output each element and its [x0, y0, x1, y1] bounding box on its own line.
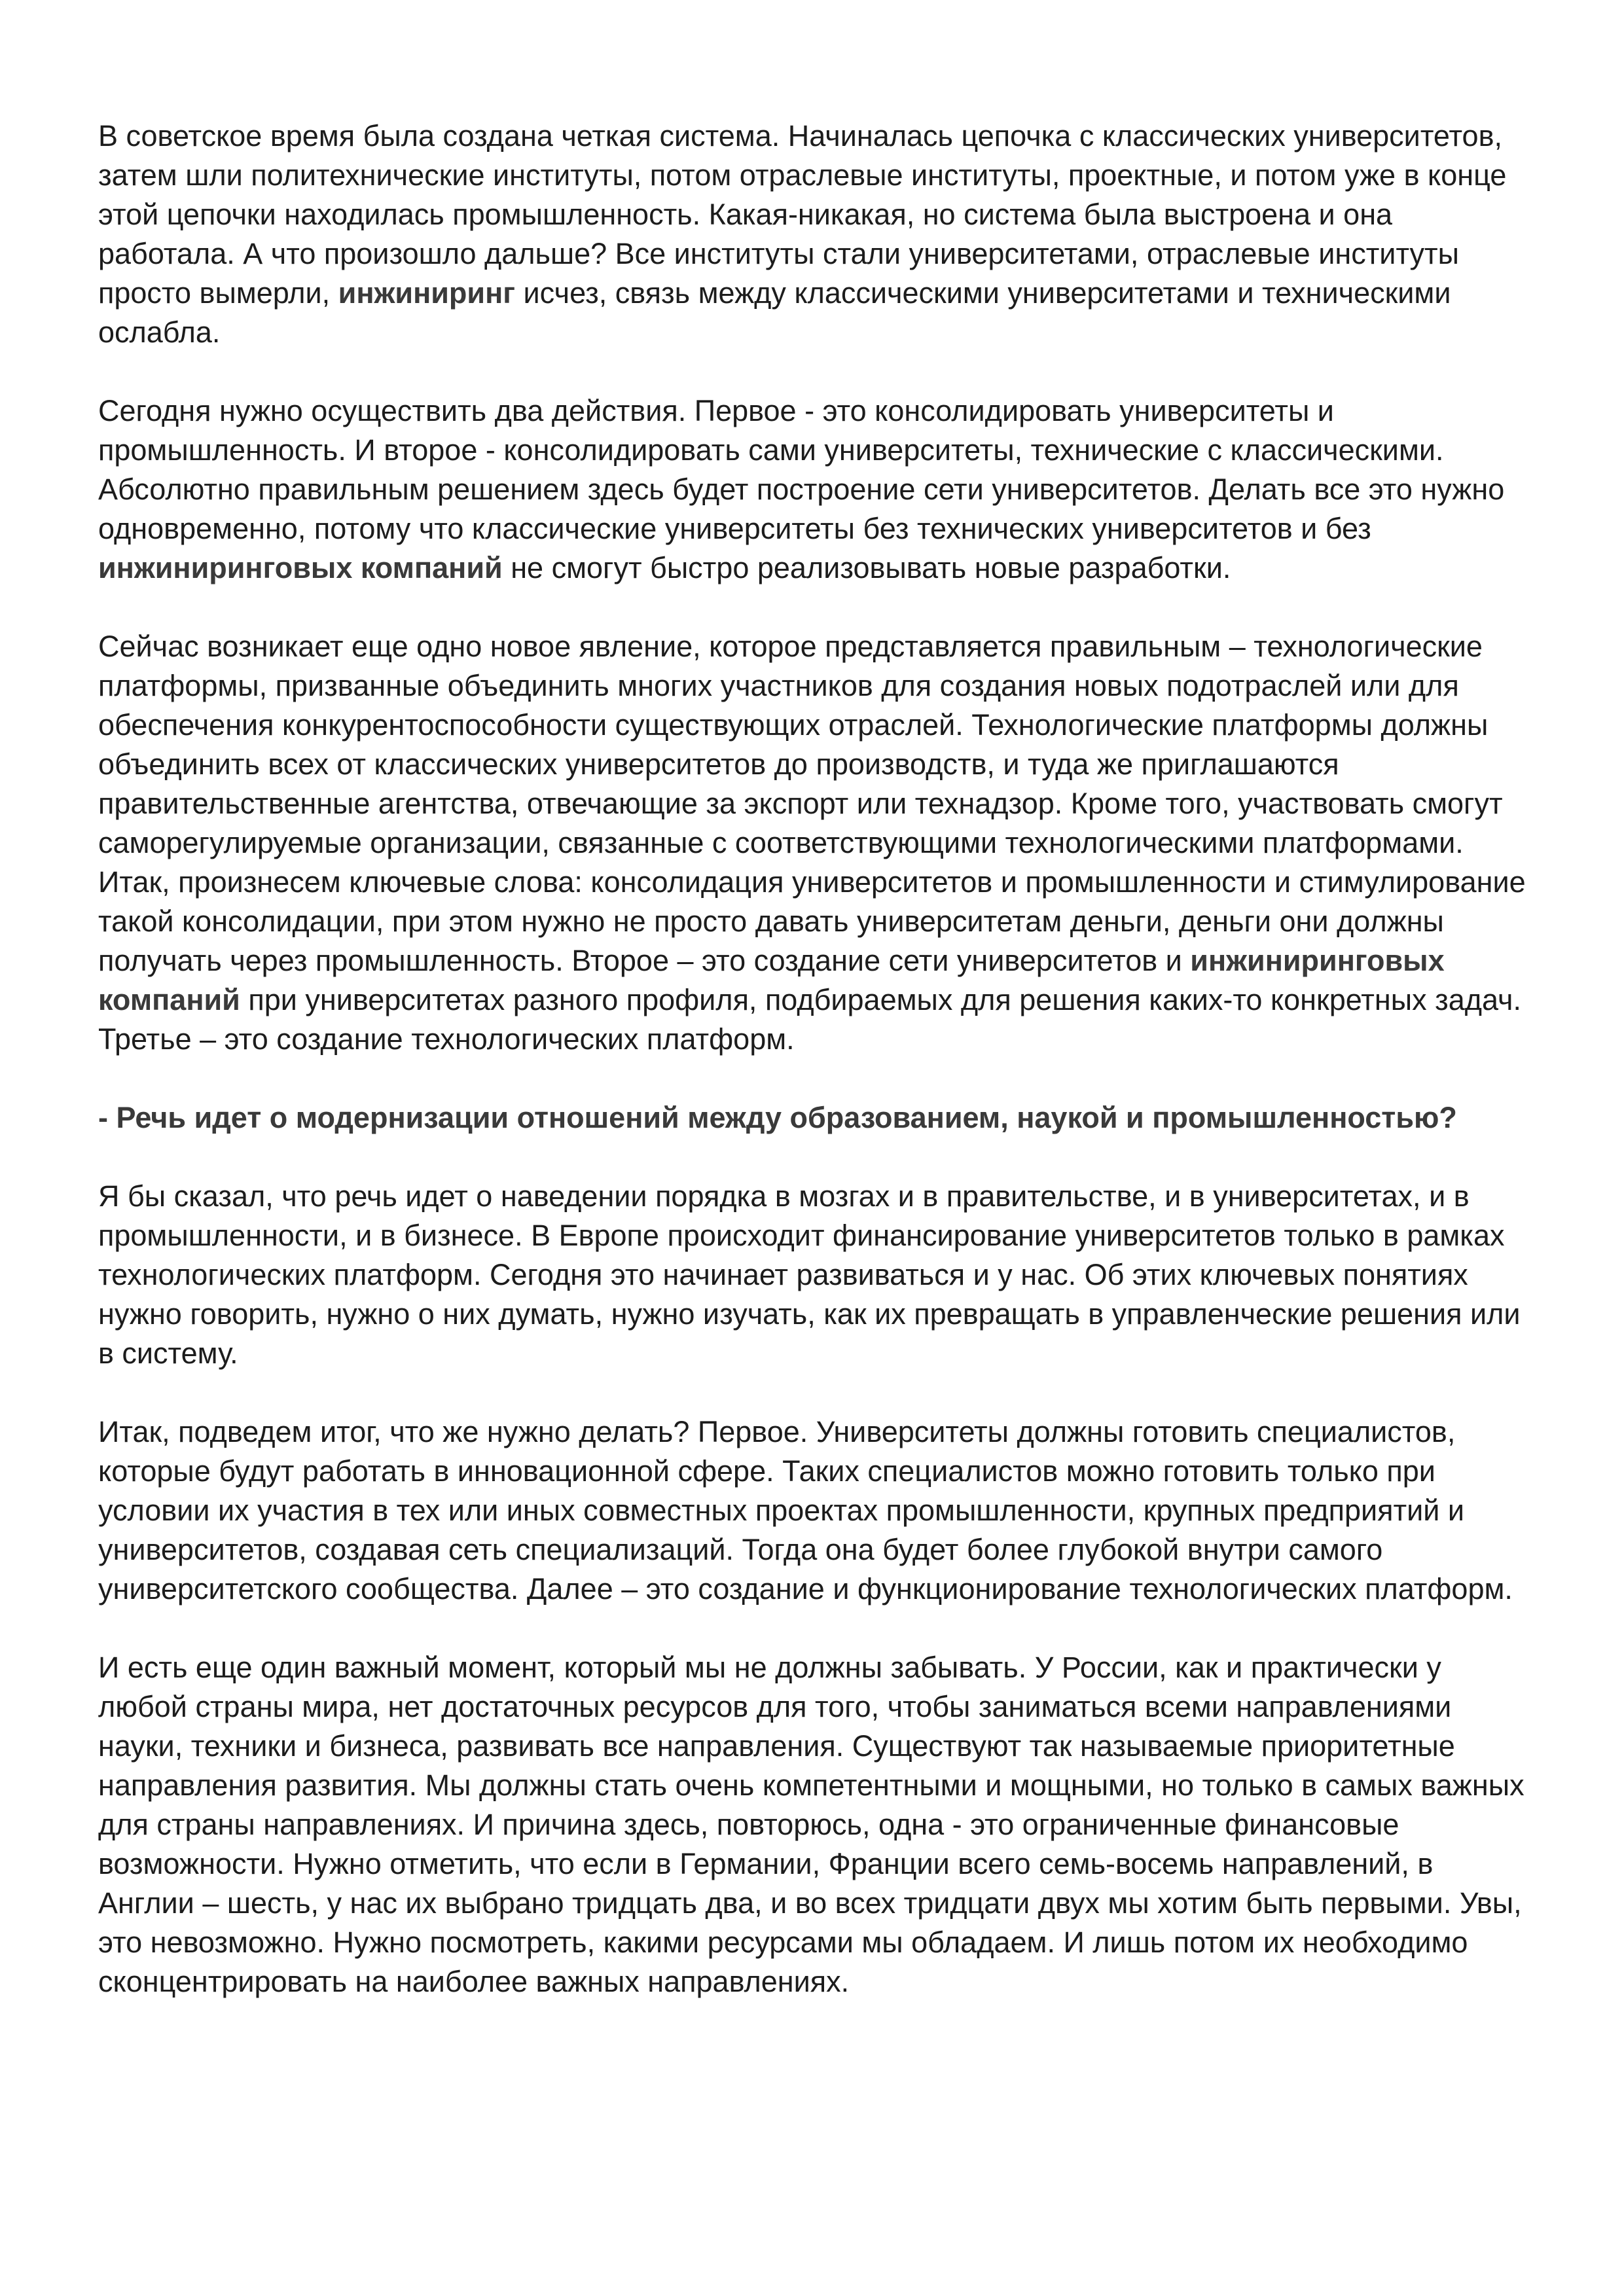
paragraph-technology-platforms: [98, 627, 1526, 1059]
bold-term-engineering-companies: инжиниринговых компаний: [98, 551, 503, 584]
paragraph-text: Сейчас возникает еще одно новое явление, которое представляется правильным – технологические платформы, призванные объединить многих участников для создания новых подотраслей или для обеспечения конкурентоспособности существующих отраслей. Технологические платформы должны объединить всех от классических университетов до производств, и туда же приглашаются правительственные агентства, отвечающие за экспорт или технадзор. Кроме того, участвовать смогут саморегулируемые организации, связанные с соответствующими технологическими платформами. Итак, произнесем ключевые слова: консолидация университетов и промышленности и стимулирование такой консолидации, при этом нужно не просто давать университетам деньги, деньги они должны получать через промышленность. Второе – это создание сети университетов и: [98, 630, 1526, 977]
paragraph-text: при университетах разного профиля, подбираемых для решения каких-то конкретных задач. Третье – это создание технологических платформ.: [98, 983, 1521, 1056]
paragraph-text: не смогут быстро реализовывать новые разработки.: [502, 551, 1231, 584]
paragraph-priorities: И есть еще один важный момент, который мы не должны забывать. У России, как и практически у любой страны мира, нет достаточных ресурсов для того, чтобы заниматься всеми направлениями науки, техники и бизнеса, развивать все направления. Существуют так называемые приоритетные направления развития. Мы должны стать очень компетентными и мощными, но только в самых важных для страны направлениях. И причина здесь, повторюсь, одна - это ограниченные финансовые возможности. Нужно отметить, что если в Германии, Франции всего семь-восемь направлений, в Англии – шесть, у нас их выбрано тридцать два, и во всех тридцати двух мы хотим быть первыми. Увы, это невозможно. Нужно посмотреть, какими ресурсами мы обладаем. И лишь потом их необходимо сконцентрировать на наиболее важных направлениях.: [98, 1651, 1525, 1998]
paragraph-summary: Итак, подведем итог, что же нужно делать? Первое. Университеты должны готовить специалистов, которые будут работать в инновационной сфере. Таких специалистов можно готовить только при условии их участия в тех или иных совместных проектах промышленности, крупных предприятий и университетов, создавая сеть специализаций. Тогда она будет более глубокой внутри самого университетского сообщества. Далее – это создание и функционирование технологических платформ.: [98, 1415, 1513, 1605]
paragraph-two-actions: [98, 391, 1526, 588]
paragraph-text: исчез, связь между классическими университетами и техническими ослабла.: [98, 276, 1451, 349]
paragraph-text: Сегодня нужно осуществить два действия. Первое - это консолидировать университеты и промышленность. И второе - консолидировать сами университеты, технические с классическими. Абсолютно правильным решением здесь будет построение сети университетов. Делать все это нужно одновременно, потому что классические университеты без технических университетов и без: [98, 394, 1505, 545]
paragraph-order-in-minds: Я бы сказал, что речь идет о наведении порядка в мозгах и в правительстве, и в университетах, и в промышленности, и в бизнесе. В Европе происходит финансирование университетов только в рамках технологических платформ. Сегодня это начинает развиваться и у нас. Об этих ключевых понятиях нужно говорить, нужно о них думать, нужно изучать, как их превращать в управленческие решения или в систему.: [98, 1179, 1521, 1370]
interview-question: - Речь идет о модернизации отношений между образованием, наукой и промышленностью?: [98, 1101, 1457, 1134]
bold-term-engineering: инжиниринг: [338, 276, 516, 310]
bold-term-engineering-companies: инжиниринговых компаний: [98, 944, 1445, 1016]
paragraph-soviet-system: [98, 117, 1526, 352]
paragraph-text: В советское время была создана четкая система. Начиналась цепочка с классических университетов, затем шли политехнические институты, потом отраслевые институты, проектные, и потом уже в конце этой цепочки находилась промышленность. Какая-никакая, но система была выстроена и она работала. А что произошло дальше? Все институты стали университетами, отраслевые институты просто вымерли,: [98, 119, 1507, 310]
